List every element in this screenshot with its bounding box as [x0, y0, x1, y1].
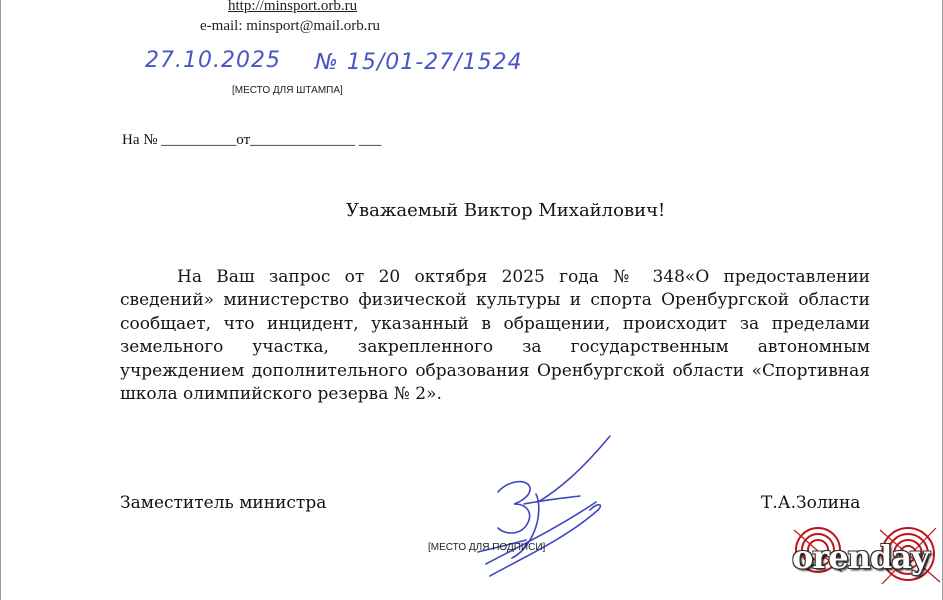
reference-line: На № __________от______________ ___	[122, 132, 382, 148]
signature-placeholder-label: [МЕСТО ДЛЯ ПОДПИСИ]	[428, 542, 546, 553]
orenday-watermark: orenday	[792, 538, 929, 576]
letter-greeting: Уважаемый Виктор Михайлович!	[346, 200, 666, 221]
signer-name: Т.А.Золина	[761, 493, 861, 513]
letter-body	[120, 266, 870, 406]
letter-body-text: На Ваш запрос от 20 октября 2025 года № 348«О предоставлении сведений» министерство физической культуры и спорта Оренбургской области сообщает, что инцидент, указанный в обращении, происходит за пределами земельного участка, закрепленного за государственным автономным учреждением дополнительного образования Оренбургской области «Спортивная школа олимпийского резерва № 2».	[120, 267, 870, 405]
signer-position: Заместитель министра	[120, 493, 327, 513]
handwritten-date: 27.10.2025	[145, 48, 281, 73]
ministry-email: e-mail: minsport@mail.orb.ru	[200, 18, 381, 34]
page-edge-left	[0, 0, 1, 600]
handwritten-signature	[468, 432, 628, 582]
ministry-website[interactable]: http://minsport.orb.ru	[228, 0, 358, 14]
stamp-placeholder-label: [МЕСТО ДЛЯ ШТАМПА]	[232, 85, 343, 96]
handwritten-outgoing-number: № 15/01-27/1524	[315, 50, 523, 75]
